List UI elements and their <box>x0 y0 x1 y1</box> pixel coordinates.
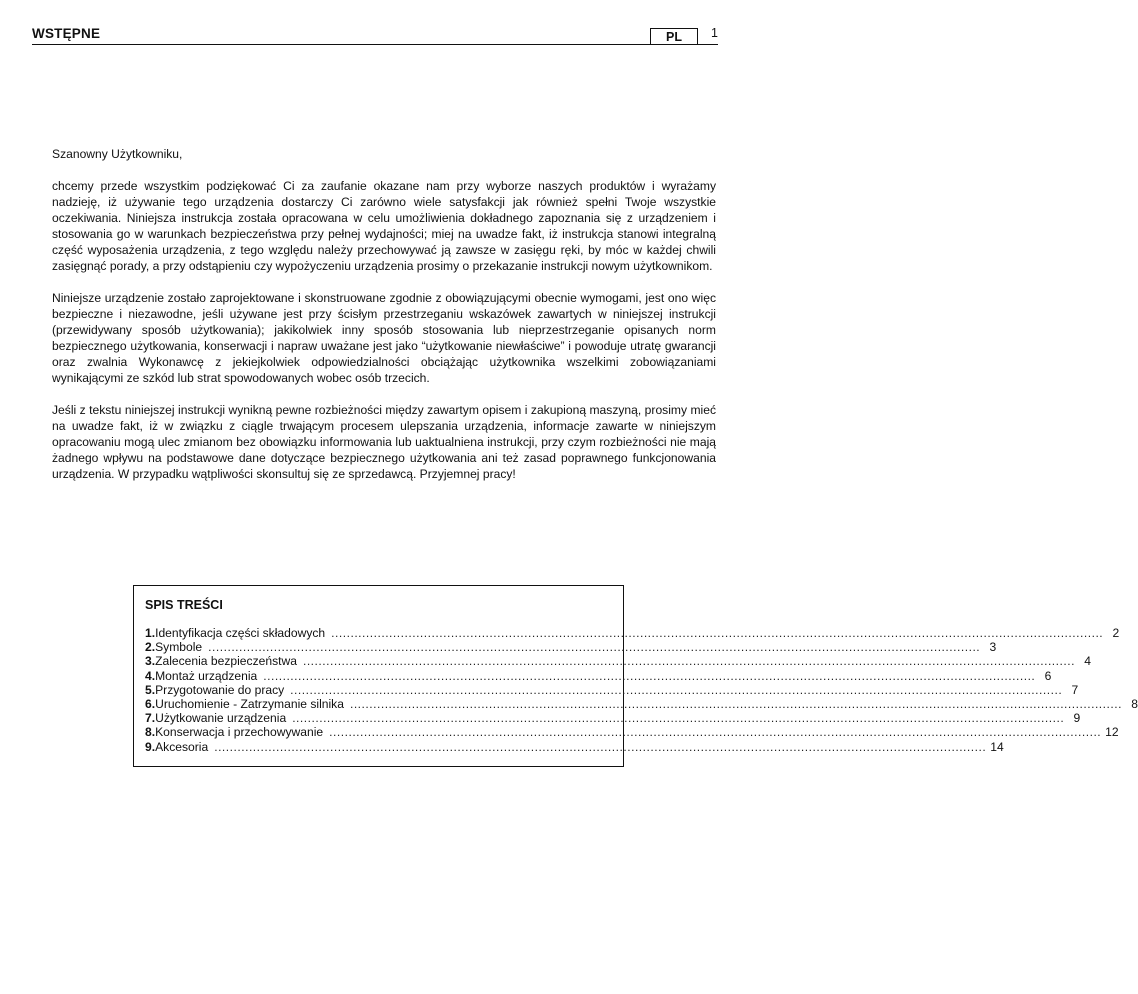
toc-item[interactable] <box>145 668 1052 683</box>
toc-item-number: 8. <box>145 725 156 740</box>
toc-item-number: 1. <box>145 626 156 640</box>
toc-item-label: Użytkowanie urządzenia <box>155 711 287 726</box>
toc-leader: ........................................................................................................................................................................................................ <box>290 682 1063 697</box>
toc-item[interactable] <box>145 696 1138 711</box>
toc-item[interactable] <box>145 725 1119 740</box>
toc-item-label: Identyfikacja części składowych <box>155 626 326 640</box>
toc-list <box>145 626 1138 754</box>
toc-item-page: 8 <box>1131 696 1138 711</box>
toc-item-page: 6 <box>1044 668 1052 683</box>
page-header <box>32 26 718 45</box>
toc-item-number: 3. <box>145 654 156 669</box>
toc-item[interactable] <box>145 682 1079 697</box>
toc-item-page: 9 <box>1073 711 1081 726</box>
toc-item-page: 3 <box>989 640 997 655</box>
intro-paragraph: chcemy przede wszystkim podziękować Ci za zaufanie okazane nam przy wyborze naszych produktów i wyrażamy nadzieję, iż używanie tego urządzenia dostarczy Ci zarówno wiele satysfakcji jak również spełni Twoje wszystkie oczekiwania. Niniejsza instrukcja została opracowana w celu umożliwienia dokładnego zapoznania się z urządzeniem i stosowania go w warunkach bezpieczeństwa przy pełnej wydajności; miej na uwadze fakt, iż instrukcja stanowi integralną część wyposażenia urządzenia, z tego względu należy przechowywać ją zawsze w zasięgu ręki, by móc w każdej chwili zasięgnąć porady, a przy odstąpieniu czy wypożyczeniu urządzenia prosimy o przekazanie instrukcji nowym użytkownikom. <box>52 179 716 273</box>
toc-leader: ........................................................................................................................................................................................................ <box>329 725 1102 740</box>
toc-leader: ........................................................................................................................................................................................................ <box>263 668 1036 683</box>
section-title: WSTĘPNE <box>32 26 101 41</box>
toc-leader: ........................................................................................................................................................................................................ <box>349 696 1122 711</box>
toc-leader: ........................................................................................................................................................................................................ <box>214 739 987 754</box>
toc-item-number: 2. <box>145 640 156 655</box>
toc-item-label: Symbole <box>155 640 203 655</box>
toc-item-page: 12 <box>1105 725 1119 740</box>
toc-item-number: 9. <box>145 739 156 754</box>
toc-item-page: 7 <box>1071 682 1079 697</box>
toc-title: SPIS TREŚCI <box>145 598 223 612</box>
toc-item[interactable] <box>145 739 1004 754</box>
toc-item-number: 7. <box>145 711 156 726</box>
intro-paragraph: Niniejsze urządzenie zostało zaprojektowane i skonstruowane zgodnie z obowiązującymi obecnie wymogami, jest ono więc bezpieczne i niezawodne, jeśli używane jest przy ścisłym przestrzeganiu wskazówek zawartych w niniejszej instrukcji (przewidywany sposób użytkowania); jakikolwiek inny sposób stosowania lub nieprzestrzeganie opisanych norm bezpiecznego użytkowania, konserwacji i napraw uważane jest jako “użytkowanie niewłaściwe” i powoduje utratę gwarancji oraz zwalnia Wykonawcę z jekiejkolwiek odpowiedzialności obciążając użytkownika wszelkimi zobowiązaniami wynikającymi ze szkód lub strat spowodowanych wobec osób trzecich. <box>52 291 716 385</box>
intro-paragraph: Jeśli z tekstu niniejszej instrukcji wynikną pewne rozbieżności między zawartym opisem i zakupioną maszyną, prosimy mieć na uwadze fakt, iż w związku z ciągle trwającym procesem ulepszania urządzenia, informacje zawarte w niniejszym opracowaniu mogą ulec zmianom bez obowiązku informowania lub uaktualniena instrukcji, przy czym rozbieżności nie mają żadnego wpływu na podstawowe dane dotyczące bezpiecznego użytkowania ani też zasad poprawnego funkcjonowania urządzenia. W przypadku wątpliwości skonsultuj się ze sprzedawcą. Przyjemnej pracy! <box>52 403 716 481</box>
toc-item-number: 5. <box>145 682 156 697</box>
toc-item-number: 4. <box>145 668 156 683</box>
greeting: Szanowny Użytkowniku, <box>52 147 183 161</box>
toc-leader: ........................................................................................................................................................................................................ <box>292 711 1065 726</box>
toc-item-label: Montaż urządzenia <box>155 668 258 683</box>
toc-leader: ........................................................................................................................................................................................................ <box>331 626 1104 640</box>
toc-item-page: 2 <box>1112 626 1120 640</box>
toc-item-label: Zalecenia bezpieczeństwa <box>155 654 297 669</box>
toc-item-label: Przygotowanie do pracy <box>155 682 285 697</box>
language-badge: PL <box>650 28 698 44</box>
toc-item-page: 4 <box>1084 654 1091 669</box>
toc-item[interactable] <box>145 711 1081 726</box>
toc-item-label: Uruchomienie - Zatrzymanie silnika <box>155 696 344 711</box>
toc-item-label: Akcesoria <box>155 739 209 754</box>
toc-item-number: 6. <box>145 696 156 711</box>
table-of-contents <box>133 585 1138 767</box>
toc-leader: ........................................................................................................................................................................................................ <box>302 654 1075 669</box>
toc-item-page: 14 <box>990 739 1004 754</box>
toc-item[interactable] <box>145 654 1091 669</box>
toc-item[interactable] <box>145 626 1120 640</box>
intro-text <box>52 146 716 498</box>
toc-item[interactable] <box>145 640 997 655</box>
toc-item-label: Konserwacja i przechowywanie <box>155 725 324 740</box>
page-number: 1 <box>711 26 718 40</box>
toc-leader: ........................................................................................................................................................................................................ <box>208 640 981 655</box>
